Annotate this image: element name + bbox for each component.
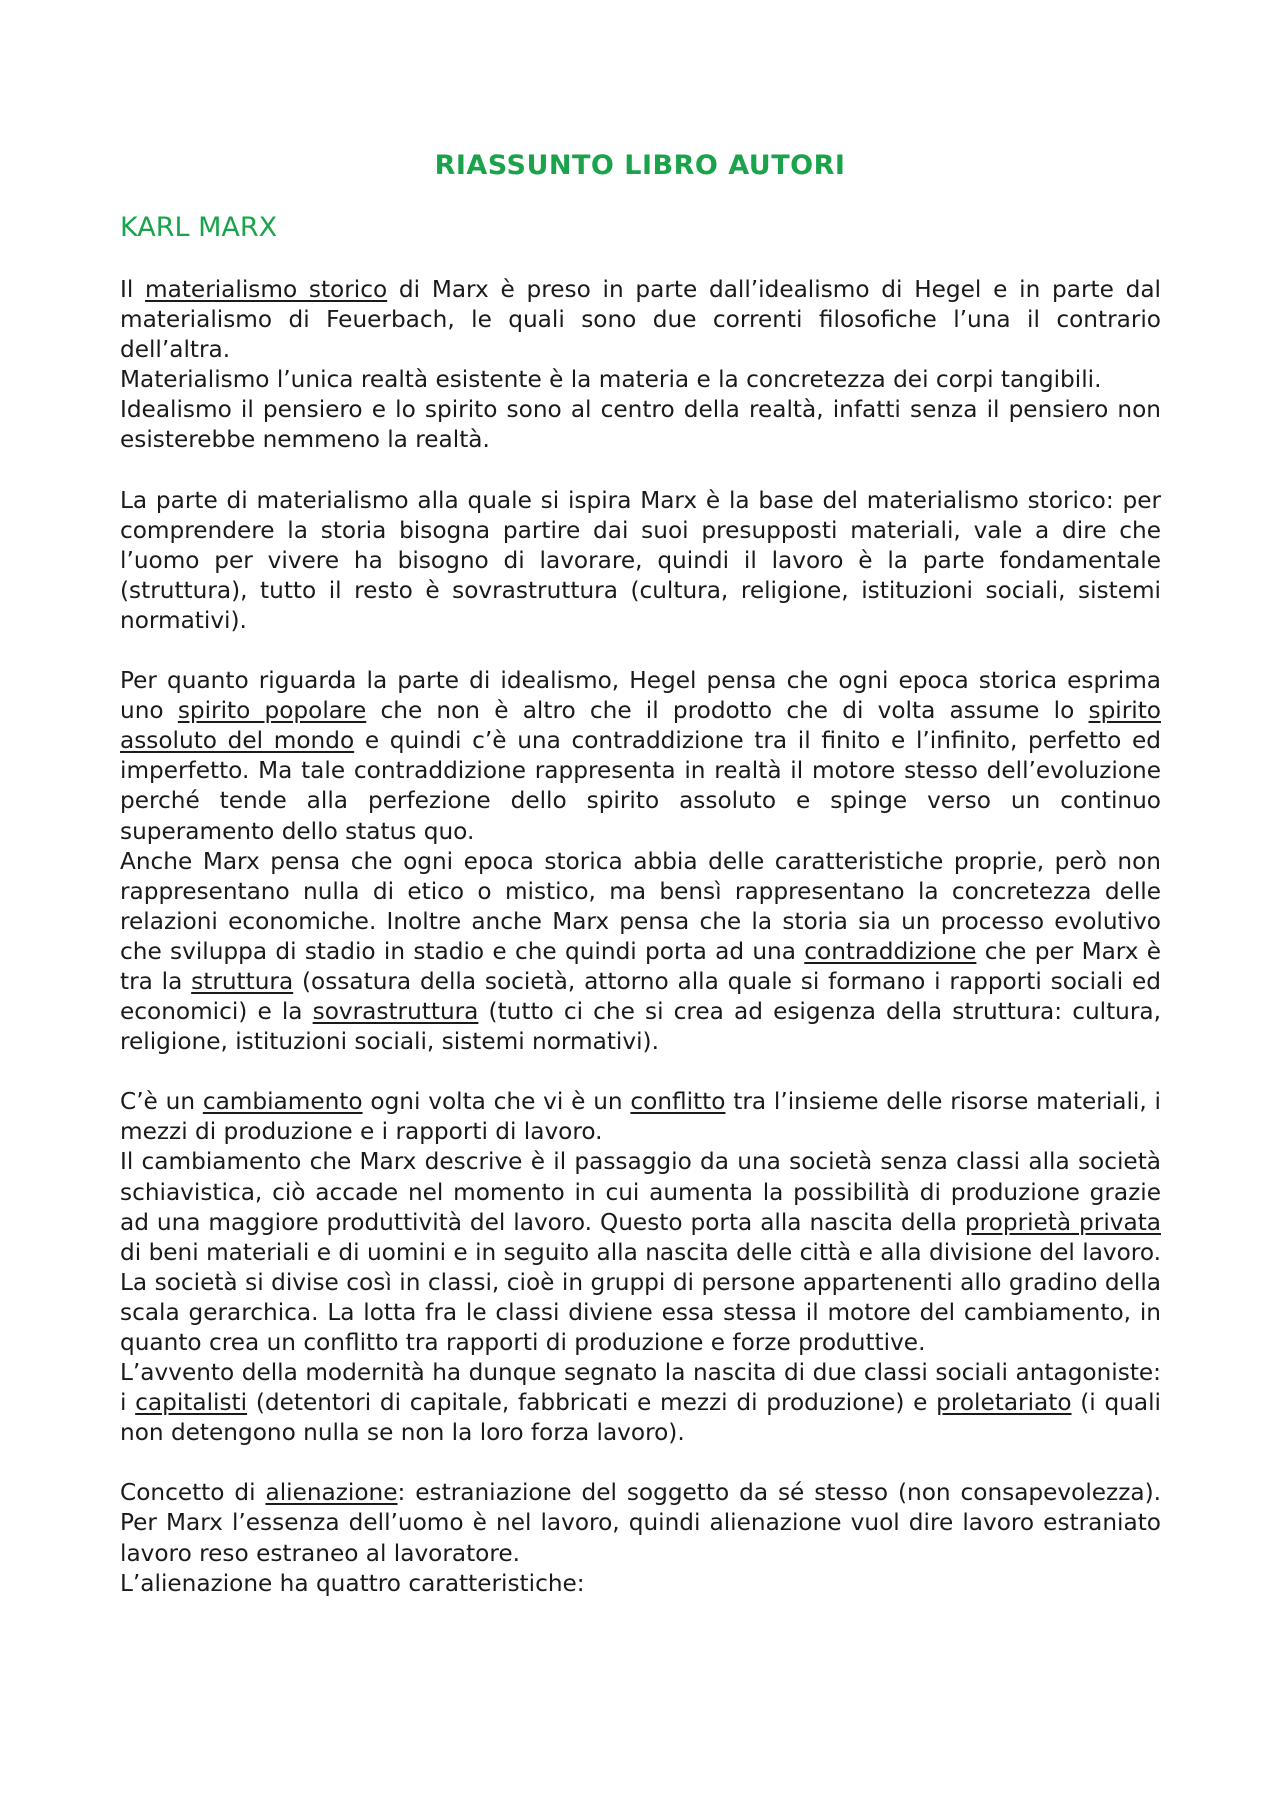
paragraph-text: Materialismo l’unica realtà esistente è la materia e la concretezza dei corpi tangibili.	[120, 366, 1102, 394]
paragraph	[120, 395, 1161, 455]
paragraph	[120, 1358, 1161, 1448]
paragraph-text: Per quanto riguarda la parte di idealismo, Hegel pensa che ogni epoca storica esprima uno	[120, 667, 1161, 725]
paragraph-text: La parte di materialismo alla quale si ispira Marx è la base del materialismo storico: per comprendere la storia bisogna partire dai suoi presupposti materiali, vale a dire che l’uomo per vivere ha bisogno di lavorare, quindi il lavoro è la parte fondamentale (struttura), tutto il resto è sovrastruttura (cultura, religione, istituzioni sociali, sistemi normativi).	[120, 486, 1161, 634]
underlined-term: materialismo storico	[145, 276, 388, 303]
paragraph	[120, 275, 1161, 365]
paragraph	[120, 365, 1161, 395]
paragraph-text: C’è un	[120, 1088, 203, 1116]
underlined-term: proletariato	[936, 1389, 1072, 1417]
paragraph-text: tra l’insieme delle risorse materiali, i mezzi di produzione e i rapporti di lavoro.	[120, 1088, 1161, 1146]
paragraph-text: Concetto di	[120, 1479, 266, 1507]
paragraph-text: che per Marx è tra la	[120, 937, 1162, 995]
paragraph-text: L’alienazione ha quattro caratteristiche:	[120, 1569, 585, 1597]
underlined-term: cambiamento	[202, 1088, 363, 1116]
underlined-term: contraddizione	[804, 937, 977, 965]
paragraph-text: di beni materiali e di uomini e in seguito alla nascita delle città e alla divisione del lavoro. La società si divise così in classi, cioè in gruppi di persone appartenenti allo gradino della scala gerarchica. La lotta fra le classi diviene essa stessa il motore del cambiamento, in quanto crea un conflitto tra rapporti di produzione e forze produttive.	[120, 1238, 1161, 1356]
underlined-term: alienazione	[265, 1479, 398, 1507]
underlined-term: spirito assoluto del mondo	[120, 697, 1161, 755]
paragraph	[120, 1478, 1161, 1568]
paragraph	[120, 486, 1161, 636]
paragraph-text: di Marx è preso in parte dall’idealismo di Hegel e in parte dal materialismo di Feuerbach, le quali sono due correnti filosofiche l’una il contrario dell’altra.	[120, 276, 1161, 364]
paragraph	[120, 666, 1161, 847]
paragraph-text: : estraniazione del soggetto da sé stesso (non consapevolezza). Per Marx l’essenza dell’uomo è nel lavoro, quindi alienazione vuol dire lavoro estraniato lavoro reso estraneo al lavoratore.	[120, 1479, 1161, 1567]
paragraph-text: e quindi c’è una contraddizione tra il finito e l’infinito, perfetto ed imperfetto. Ma tale contraddizione rappresenta in realtà il motore stesso dell’evoluzione perché tende alla perfezione dello spirito assoluto e spinge verso un continuo superamento dello status quo.	[120, 727, 1161, 845]
underlined-term: conflitto	[630, 1088, 726, 1116]
paragraph	[120, 1147, 1161, 1358]
document-title: RIASSUNTO LIBRO AUTORI	[434, 150, 846, 181]
paragraph-text: (ossatura della società, attorno alla quale si formano i rapporti sociali ed economici) e la	[120, 967, 1161, 1026]
paragraph-text: (i quali non detengono nulla se non la loro forza lavoro).	[120, 1389, 1161, 1447]
underlined-term: struttura	[191, 967, 294, 995]
paragraph-text: Anche Marx pensa che ogni epoca storica abbia delle caratteristiche proprie, però non rappresentano nulla di etico o mistico, ma bensì rappresentano la concretezza delle relazioni economiche. Inoltre anche Marx pensa che la storia sia un processo evolutivo che sviluppa di stadio in stadio e che quindi porta ad una	[120, 847, 1161, 965]
paragraph	[120, 1569, 1161, 1599]
paragraph-text: Il	[120, 276, 146, 303]
paragraph-text: L’avvento della modernità ha dunque segnato la nascita di due classi sociali antagoniste: i	[120, 1359, 1161, 1417]
section-heading: KARL MARX	[120, 212, 278, 243]
underlined-term: sovrastruttura	[312, 998, 479, 1026]
underlined-term: proprietà privata	[964, 1208, 1161, 1236]
paragraph	[120, 847, 1161, 1058]
paragraph-text: (detentori di capitale, fabbricati e mezzi di produzione) e	[247, 1389, 937, 1417]
paragraph-text: Il cambiamento che Marx descrive è il passaggio da una società senza classi alla società schiavistica, ciò accade nel momento in cui aumenta la possibilità di produzione grazie ad una maggiore produttività del lavoro. Questo porta alla nascita della	[120, 1148, 1161, 1236]
paragraph-text: ogni volta che vi è un	[362, 1088, 631, 1116]
body-text	[120, 275, 1161, 1599]
underlined-term: spirito popolare	[177, 697, 367, 725]
underlined-term: capitalisti	[135, 1389, 248, 1417]
paragraph-text: (tutto ci che si crea ad esigenza della struttura: cultura, religione, istituzioni sociali, sistemi normativi).	[120, 998, 1161, 1056]
paragraph	[120, 1087, 1161, 1147]
paragraph-text: che non è altro che il prodotto che di volta assume lo	[366, 697, 1089, 725]
paragraph-text: Idealismo il pensiero e lo spirito sono al centro della realtà, infatti senza il pensiero non esisterebbe nemmeno la realtà.	[120, 396, 1161, 454]
